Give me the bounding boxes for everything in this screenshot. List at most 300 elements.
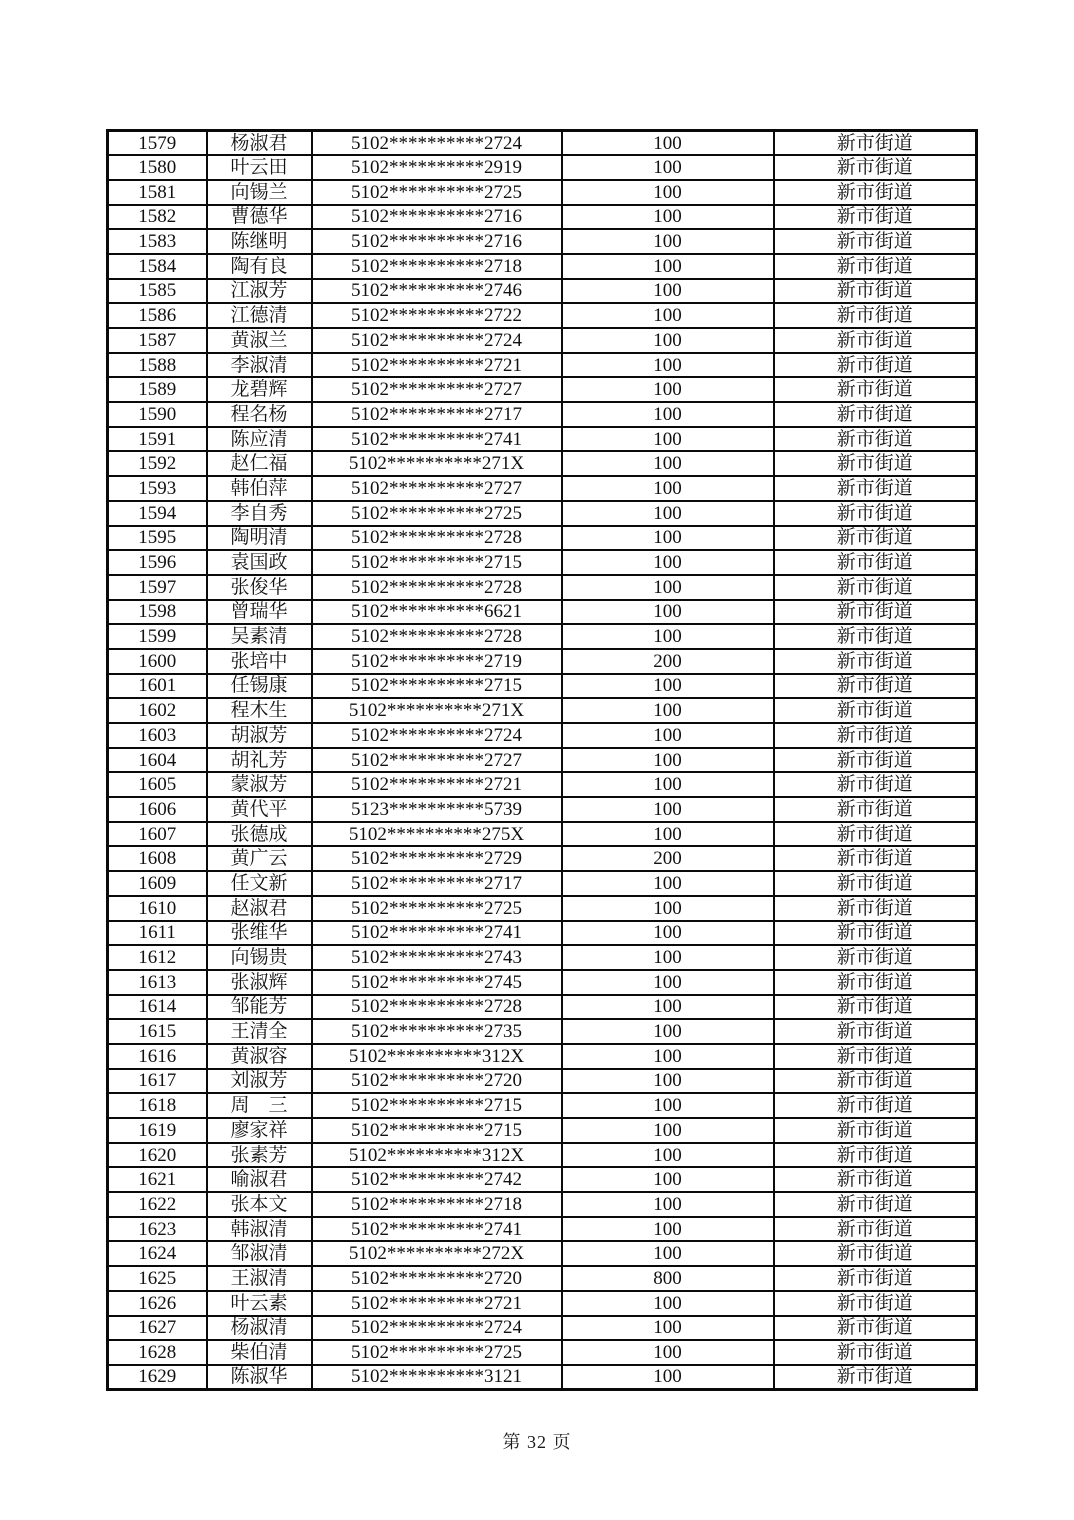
cell-district: 新市街道 (774, 427, 977, 452)
cell-district: 新市街道 (774, 254, 977, 279)
cell-seq: 1610 (108, 896, 207, 921)
cell-seq: 1621 (108, 1167, 207, 1192)
cell-seq: 1625 (108, 1266, 207, 1291)
cell-district: 新市街道 (774, 155, 977, 180)
cell-amount: 100 (562, 822, 774, 847)
cell-district: 新市街道 (774, 698, 977, 723)
cell-amount: 100 (562, 1093, 774, 1118)
cell-amount: 200 (562, 649, 774, 674)
table-row (108, 427, 977, 452)
cell-id-masked: 5102**********312X (312, 1143, 562, 1168)
table-row (108, 328, 977, 353)
cell-seq: 1588 (108, 353, 207, 378)
cell-seq: 1600 (108, 649, 207, 674)
cell-seq: 1614 (108, 995, 207, 1020)
cell-name: 杨淑清 (207, 1316, 312, 1341)
cell-id-masked: 5102**********2727 (312, 476, 562, 501)
table-row (108, 1291, 977, 1316)
cell-district: 新市街道 (774, 1019, 977, 1044)
table-row (108, 550, 977, 575)
cell-district: 新市街道 (774, 303, 977, 328)
table-row (108, 575, 977, 600)
cell-seq: 1589 (108, 377, 207, 402)
cell-district: 新市街道 (774, 995, 977, 1020)
cell-seq: 1587 (108, 328, 207, 353)
cell-amount: 100 (562, 748, 774, 773)
cell-district: 新市街道 (774, 1093, 977, 1118)
table-row (108, 353, 977, 378)
cell-seq: 1593 (108, 476, 207, 501)
table-row (108, 131, 977, 156)
table-row (108, 229, 977, 254)
cell-id-masked: 5102**********2724 (312, 131, 562, 156)
cell-district: 新市街道 (774, 205, 977, 230)
table-row (108, 155, 977, 180)
cell-id-masked: 5102**********2718 (312, 254, 562, 279)
cell-id-masked: 5102**********2729 (312, 846, 562, 871)
cell-id-masked: 5102**********2721 (312, 353, 562, 378)
cell-amount: 100 (562, 303, 774, 328)
table-row (108, 303, 977, 328)
cell-district: 新市街道 (774, 674, 977, 699)
cell-id-masked: 5102**********2721 (312, 772, 562, 797)
cell-id-masked: 5102**********2717 (312, 871, 562, 896)
cell-name: 黄广云 (207, 846, 312, 871)
table-row (108, 1069, 977, 1094)
cell-amount: 800 (562, 1266, 774, 1291)
cell-seq: 1598 (108, 600, 207, 625)
cell-amount: 100 (562, 871, 774, 896)
cell-district: 新市街道 (774, 822, 977, 847)
cell-name: 张德成 (207, 822, 312, 847)
cell-amount: 100 (562, 698, 774, 723)
cell-amount: 100 (562, 328, 774, 353)
cell-seq: 1596 (108, 550, 207, 575)
table-row (108, 1217, 977, 1242)
cell-seq: 1590 (108, 402, 207, 427)
table-row (108, 1019, 977, 1044)
table-row (108, 476, 977, 501)
cell-amount: 100 (562, 451, 774, 476)
cell-name: 王淑清 (207, 1266, 312, 1291)
cell-district: 新市街道 (774, 1143, 977, 1168)
table-row (108, 180, 977, 205)
cell-district: 新市街道 (774, 180, 977, 205)
cell-name: 叶云田 (207, 155, 312, 180)
table-row (108, 1365, 977, 1390)
table-row (108, 674, 977, 699)
cell-district: 新市街道 (774, 1118, 977, 1143)
cell-seq: 1611 (108, 921, 207, 946)
cell-name: 周 三 (207, 1093, 312, 1118)
table-row (108, 871, 977, 896)
cell-id-masked: 5102**********3121 (312, 1365, 562, 1390)
cell-district: 新市街道 (774, 649, 977, 674)
cell-amount: 100 (562, 1143, 774, 1168)
table-row (108, 995, 977, 1020)
table-row (108, 526, 977, 551)
table-row (108, 377, 977, 402)
cell-district: 新市街道 (774, 772, 977, 797)
cell-id-masked: 5102**********312X (312, 1044, 562, 1069)
cell-amount: 100 (562, 1316, 774, 1341)
cell-district: 新市街道 (774, 1044, 977, 1069)
cell-seq: 1580 (108, 155, 207, 180)
cell-district: 新市街道 (774, 476, 977, 501)
table-row (108, 896, 977, 921)
cell-seq: 1608 (108, 846, 207, 871)
cell-name: 陶明清 (207, 526, 312, 551)
cell-name: 邹淑清 (207, 1241, 312, 1266)
cell-name: 张本文 (207, 1192, 312, 1217)
cell-amount: 100 (562, 896, 774, 921)
table-row (108, 1241, 977, 1266)
cell-id-masked: 5102**********272X (312, 1241, 562, 1266)
cell-name: 曾瑞华 (207, 600, 312, 625)
cell-id-masked: 5102**********2727 (312, 748, 562, 773)
cell-amount: 100 (562, 1019, 774, 1044)
cell-name: 赵淑君 (207, 896, 312, 921)
cell-name: 蒙淑芳 (207, 772, 312, 797)
cell-district: 新市街道 (774, 624, 977, 649)
cell-name: 胡淑芳 (207, 723, 312, 748)
cell-seq: 1592 (108, 451, 207, 476)
cell-name: 邹能芳 (207, 995, 312, 1020)
cell-id-masked: 5123**********5739 (312, 797, 562, 822)
cell-district: 新市街道 (774, 526, 977, 551)
cell-seq: 1628 (108, 1340, 207, 1365)
cell-amount: 100 (562, 1069, 774, 1094)
cell-name: 刘淑芳 (207, 1069, 312, 1094)
table-row (108, 624, 977, 649)
cell-seq: 1626 (108, 1291, 207, 1316)
cell-name: 柴伯清 (207, 1340, 312, 1365)
cell-district: 新市街道 (774, 1266, 977, 1291)
cell-amount: 100 (562, 1118, 774, 1143)
cell-name: 张素芳 (207, 1143, 312, 1168)
cell-seq: 1616 (108, 1044, 207, 1069)
cell-id-masked: 5102**********2746 (312, 279, 562, 304)
cell-id-masked: 5102**********2727 (312, 377, 562, 402)
cell-seq: 1615 (108, 1019, 207, 1044)
cell-amount: 100 (562, 353, 774, 378)
cell-seq: 1617 (108, 1069, 207, 1094)
table-row (108, 797, 977, 822)
cell-id-masked: 5102**********2718 (312, 1192, 562, 1217)
cell-seq: 1591 (108, 427, 207, 452)
cell-id-masked: 5102**********2716 (312, 229, 562, 254)
cell-seq: 1618 (108, 1093, 207, 1118)
table-row (108, 279, 977, 304)
cell-name: 程木生 (207, 698, 312, 723)
cell-district: 新市街道 (774, 797, 977, 822)
cell-name: 陈淑华 (207, 1365, 312, 1390)
cell-amount: 100 (562, 723, 774, 748)
cell-id-masked: 5102**********2741 (312, 921, 562, 946)
cell-amount: 100 (562, 1365, 774, 1390)
cell-amount: 100 (562, 131, 774, 156)
cell-amount: 100 (562, 501, 774, 526)
cell-name: 赵仁福 (207, 451, 312, 476)
cell-id-masked: 5102**********2725 (312, 501, 562, 526)
cell-seq: 1602 (108, 698, 207, 723)
cell-id-masked: 5102**********2728 (312, 624, 562, 649)
cell-seq: 1585 (108, 279, 207, 304)
cell-name: 喻淑君 (207, 1167, 312, 1192)
cell-id-masked: 5102**********2735 (312, 1019, 562, 1044)
cell-name: 黄淑容 (207, 1044, 312, 1069)
cell-amount: 100 (562, 600, 774, 625)
cell-id-masked: 5102**********2716 (312, 205, 562, 230)
cell-name: 向锡兰 (207, 180, 312, 205)
table-row (108, 1044, 977, 1069)
cell-amount: 200 (562, 846, 774, 871)
cell-id-masked: 5102**********2728 (312, 995, 562, 1020)
table-row (108, 748, 977, 773)
cell-amount: 100 (562, 1044, 774, 1069)
cell-seq: 1594 (108, 501, 207, 526)
cell-amount: 100 (562, 377, 774, 402)
cell-amount: 100 (562, 1340, 774, 1365)
cell-amount: 100 (562, 1217, 774, 1242)
cell-name: 袁国政 (207, 550, 312, 575)
cell-id-masked: 5102**********2725 (312, 896, 562, 921)
cell-amount: 100 (562, 550, 774, 575)
cell-seq: 1620 (108, 1143, 207, 1168)
cell-amount: 100 (562, 205, 774, 230)
cell-district: 新市街道 (774, 1069, 977, 1094)
cell-district: 新市街道 (774, 279, 977, 304)
cell-name: 向锡贵 (207, 945, 312, 970)
cell-seq: 1613 (108, 970, 207, 995)
cell-amount: 100 (562, 772, 774, 797)
table-row (108, 451, 977, 476)
cell-name: 叶云素 (207, 1291, 312, 1316)
cell-seq: 1597 (108, 575, 207, 600)
cell-name: 杨淑君 (207, 131, 312, 156)
table-row (108, 1192, 977, 1217)
cell-name: 江淑芳 (207, 279, 312, 304)
table-row (108, 649, 977, 674)
cell-district: 新市街道 (774, 1340, 977, 1365)
cell-amount: 100 (562, 921, 774, 946)
cell-district: 新市街道 (774, 377, 977, 402)
cell-amount: 100 (562, 402, 774, 427)
cell-name: 程名杨 (207, 402, 312, 427)
table-row (108, 1167, 977, 1192)
cell-seq: 1586 (108, 303, 207, 328)
cell-amount: 100 (562, 1167, 774, 1192)
cell-id-masked: 5102**********2715 (312, 1093, 562, 1118)
table-row (108, 970, 977, 995)
cell-name: 黄代平 (207, 797, 312, 822)
cell-district: 新市街道 (774, 1316, 977, 1341)
cell-district: 新市街道 (774, 501, 977, 526)
table-row (108, 501, 977, 526)
table-row (108, 1093, 977, 1118)
cell-name: 陶有良 (207, 254, 312, 279)
table-row (108, 698, 977, 723)
table-row (108, 1118, 977, 1143)
cell-seq: 1607 (108, 822, 207, 847)
cell-name: 任文新 (207, 871, 312, 896)
cell-id-masked: 5102**********2719 (312, 649, 562, 674)
page-number-footer: 第 32 页 (502, 1432, 572, 1452)
cell-district: 新市街道 (774, 600, 977, 625)
cell-name: 张培中 (207, 649, 312, 674)
cell-name: 韩淑清 (207, 1217, 312, 1242)
cell-seq: 1599 (108, 624, 207, 649)
cell-amount: 100 (562, 970, 774, 995)
cell-id-masked: 5102**********2741 (312, 1217, 562, 1242)
cell-district: 新市街道 (774, 945, 977, 970)
table-row (108, 600, 977, 625)
cell-district: 新市街道 (774, 871, 977, 896)
table-row (108, 1316, 977, 1341)
cell-id-masked: 5102**********6621 (312, 600, 562, 625)
cell-district: 新市街道 (774, 353, 977, 378)
cell-id-masked: 5102**********2725 (312, 1340, 562, 1365)
cell-seq: 1627 (108, 1316, 207, 1341)
cell-amount: 100 (562, 476, 774, 501)
table-row (108, 1143, 977, 1168)
cell-id-masked: 5102**********2715 (312, 1118, 562, 1143)
table-row (108, 945, 977, 970)
cell-id-masked: 5102**********2715 (312, 674, 562, 699)
table-row (108, 205, 977, 230)
cell-id-masked: 5102**********2722 (312, 303, 562, 328)
cell-seq: 1622 (108, 1192, 207, 1217)
beneficiary-table (106, 129, 978, 1391)
cell-id-masked: 5102**********2721 (312, 1291, 562, 1316)
cell-id-masked: 5102**********2724 (312, 723, 562, 748)
cell-amount: 100 (562, 229, 774, 254)
cell-id-masked: 5102**********2724 (312, 1316, 562, 1341)
table-row (108, 921, 977, 946)
cell-district: 新市街道 (774, 402, 977, 427)
cell-seq: 1584 (108, 254, 207, 279)
cell-id-masked: 5102**********2743 (312, 945, 562, 970)
cell-id-masked: 5102**********2725 (312, 180, 562, 205)
cell-id-masked: 5102**********2724 (312, 328, 562, 353)
cell-name: 龙碧辉 (207, 377, 312, 402)
cell-amount: 100 (562, 1291, 774, 1316)
cell-district: 新市街道 (774, 328, 977, 353)
table-row (108, 1266, 977, 1291)
cell-district: 新市街道 (774, 748, 977, 773)
cell-seq: 1581 (108, 180, 207, 205)
cell-amount: 100 (562, 995, 774, 1020)
cell-district: 新市街道 (774, 131, 977, 156)
cell-district: 新市街道 (774, 1291, 977, 1316)
cell-id-masked: 5102**********2919 (312, 155, 562, 180)
cell-seq: 1624 (108, 1241, 207, 1266)
cell-id-masked: 5102**********2715 (312, 550, 562, 575)
cell-district: 新市街道 (774, 1192, 977, 1217)
cell-name: 李淑清 (207, 353, 312, 378)
cell-name: 张维华 (207, 921, 312, 946)
cell-seq: 1583 (108, 229, 207, 254)
cell-amount: 100 (562, 575, 774, 600)
cell-name: 廖家祥 (207, 1118, 312, 1143)
cell-amount: 100 (562, 180, 774, 205)
cell-amount: 100 (562, 427, 774, 452)
cell-name: 陈应清 (207, 427, 312, 452)
cell-id-masked: 5102**********2745 (312, 970, 562, 995)
cell-district: 新市街道 (774, 921, 977, 946)
cell-seq: 1582 (108, 205, 207, 230)
table-row (108, 1340, 977, 1365)
cell-name: 黄淑兰 (207, 328, 312, 353)
cell-amount: 100 (562, 797, 774, 822)
cell-name: 王清全 (207, 1019, 312, 1044)
cell-amount: 100 (562, 279, 774, 304)
cell-district: 新市街道 (774, 1241, 977, 1266)
table-row (108, 402, 977, 427)
cell-seq: 1612 (108, 945, 207, 970)
cell-seq: 1601 (108, 674, 207, 699)
cell-district: 新市街道 (774, 1365, 977, 1390)
cell-id-masked: 5102**********2720 (312, 1266, 562, 1291)
table-row (108, 254, 977, 279)
cell-seq: 1604 (108, 748, 207, 773)
cell-amount: 100 (562, 624, 774, 649)
cell-name: 吴素清 (207, 624, 312, 649)
cell-name: 任锡康 (207, 674, 312, 699)
cell-id-masked: 5102**********275X (312, 822, 562, 847)
cell-district: 新市街道 (774, 229, 977, 254)
cell-id-masked: 5102**********2728 (312, 526, 562, 551)
table-row (108, 822, 977, 847)
cell-district: 新市街道 (774, 1217, 977, 1242)
table-row (108, 772, 977, 797)
cell-district: 新市街道 (774, 970, 977, 995)
cell-name: 韩伯萍 (207, 476, 312, 501)
cell-name: 曹德华 (207, 205, 312, 230)
cell-seq: 1595 (108, 526, 207, 551)
table-row (108, 723, 977, 748)
cell-seq: 1606 (108, 797, 207, 822)
cell-seq: 1609 (108, 871, 207, 896)
cell-district: 新市街道 (774, 575, 977, 600)
cell-id-masked: 5102**********2742 (312, 1167, 562, 1192)
cell-amount: 100 (562, 1241, 774, 1266)
cell-amount: 100 (562, 674, 774, 699)
cell-amount: 100 (562, 1192, 774, 1217)
cell-name: 江德清 (207, 303, 312, 328)
cell-id-masked: 5102**********2728 (312, 575, 562, 600)
cell-district: 新市街道 (774, 550, 977, 575)
cell-id-masked: 5102**********271X (312, 698, 562, 723)
cell-id-masked: 5102**********2741 (312, 427, 562, 452)
cell-id-masked: 5102**********271X (312, 451, 562, 476)
cell-name: 张俊华 (207, 575, 312, 600)
cell-district: 新市街道 (774, 1167, 977, 1192)
cell-amount: 100 (562, 526, 774, 551)
cell-name: 张淑辉 (207, 970, 312, 995)
cell-district: 新市街道 (774, 451, 977, 476)
cell-name: 李自秀 (207, 501, 312, 526)
cell-id-masked: 5102**********2717 (312, 402, 562, 427)
cell-seq: 1619 (108, 1118, 207, 1143)
beneficiary-table-body (108, 131, 977, 1390)
cell-seq: 1579 (108, 131, 207, 156)
cell-seq: 1629 (108, 1365, 207, 1390)
cell-name: 胡礼芳 (207, 748, 312, 773)
cell-seq: 1605 (108, 772, 207, 797)
cell-district: 新市街道 (774, 723, 977, 748)
cell-seq: 1603 (108, 723, 207, 748)
